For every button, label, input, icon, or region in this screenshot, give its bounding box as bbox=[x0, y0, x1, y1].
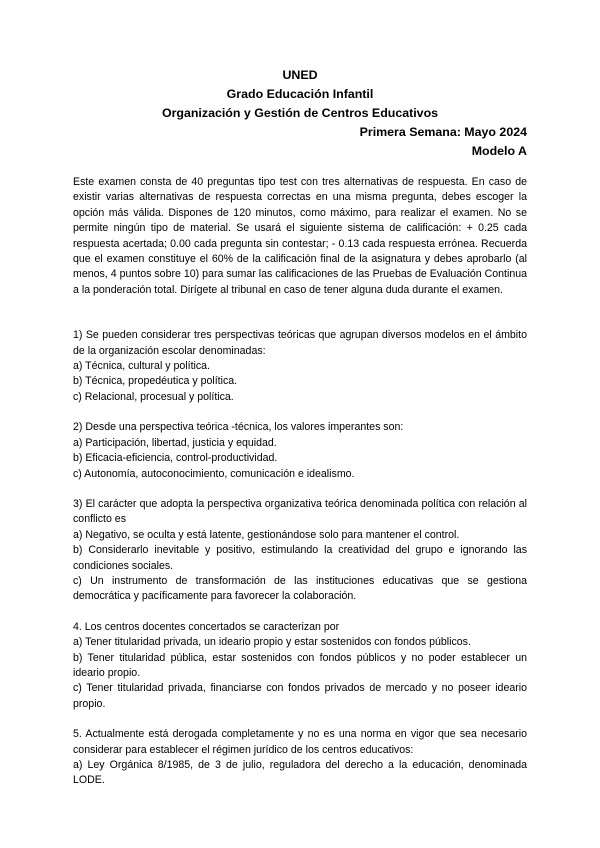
question-5 bbox=[73, 727, 527, 789]
exam-instructions: Este examen consta de 40 preguntas tipo test con tres alternativas de respuesta. En caso de existir varias alternativas de respuesta correctas en una misma pregunta, debes escoger la opción más válida. Dispones de 120 minutos, como máximo, para realizar el examen. No se permite ningún tipo de material. Se usará el siguiente sistema de calificación: + 0.25 cada respuesta acertada; 0.00 cada pregunta sin contestar; - 0.13 cada respuesta errónea. Recuerda que el examen constituye el 60% de la calificación final de la asignatura y debes aprobarlo (al menos, 4 puntos sobre 10) para sumar las calificaciones de las Pruebas de Evaluación Continua a la ponderación total. Dirígete al tribunal en caso de tener alguna duda durante el examen. bbox=[73, 176, 527, 296]
option-a: a) Ley Orgánica 8/1985, de 3 de julio, reguladora del derecho a la educación, denominada LODE. bbox=[73, 759, 527, 787]
option-c: c) Tener titularidad privada, financiarse con fondos privados de mercado y no poseer ideario propio. bbox=[73, 682, 527, 710]
option-b: b) Técnica, propedéutica y política. bbox=[73, 375, 238, 388]
institution-title: UNED bbox=[282, 68, 318, 82]
question-2 bbox=[73, 420, 527, 482]
option-b: b) Tener titularidad pública, estar sostenidos con fondos públicos y no poder establecer un ideario propio. bbox=[73, 651, 527, 679]
model-label: Modelo A bbox=[471, 144, 527, 158]
option-c: c) Relacional, procesual y política. bbox=[73, 390, 234, 403]
exam-header bbox=[73, 66, 527, 161]
question-4 bbox=[73, 620, 527, 712]
question-stem: 2) Desde una perspectiva teórica -técnica, los valores imperantes son: bbox=[73, 421, 404, 434]
exam-page bbox=[73, 66, 527, 789]
question-stem: 1) Se pueden considerar tres perspectivas teóricas que agrupan diversos modelos en el ámbito de la organización escolar denominadas: bbox=[73, 329, 527, 357]
subject-title: Organización y Gestión de Centros Educativos bbox=[161, 106, 439, 120]
option-b: b) Eficacia-eficiencia, control-productividad. bbox=[73, 452, 278, 465]
degree-title: Grado Educación Infantil bbox=[226, 87, 374, 101]
option-a: a) Tener titularidad privada, un ideario propio y estar sostenidos con fondos públicos. bbox=[73, 636, 471, 649]
question-stem: 4. Los centros docentes concertados se caracterizan por bbox=[73, 620, 340, 633]
question-stem: 3) El carácter que adopta la perspectiva organizativa teórica denominada política con relación al conflicto es bbox=[73, 497, 527, 526]
option-a: a) Participación, libertad, justicia y equidad. bbox=[73, 436, 277, 449]
option-b: b) Considerarlo inevitable y positivo, estimulando la creatividad del grupo e ignorando las condiciones sociales. bbox=[73, 544, 527, 572]
option-a: a) Técnica, cultural y política. bbox=[73, 360, 210, 373]
question-stem: 5. Actualmente está derogada completamente y no es una norma en vigor que sea necesario considerar para establecer el régimen jurídico de los centros educativos: bbox=[73, 728, 527, 756]
option-a: a) Negativo, se oculta y está latente, gestionándose solo para mantener el control. bbox=[73, 528, 460, 541]
question-1 bbox=[73, 328, 527, 405]
question-3 bbox=[73, 497, 527, 605]
session-label: Primera Semana: Mayo 2024 bbox=[359, 125, 527, 139]
option-c: c) Un instrumento de transformación de las instituciones educativas que se gestiona democrática y pacíficamente para favorecer la colaboración. bbox=[73, 574, 527, 603]
option-c: c) Autonomía, autoconocimiento, comunicación e idealismo. bbox=[73, 467, 355, 480]
